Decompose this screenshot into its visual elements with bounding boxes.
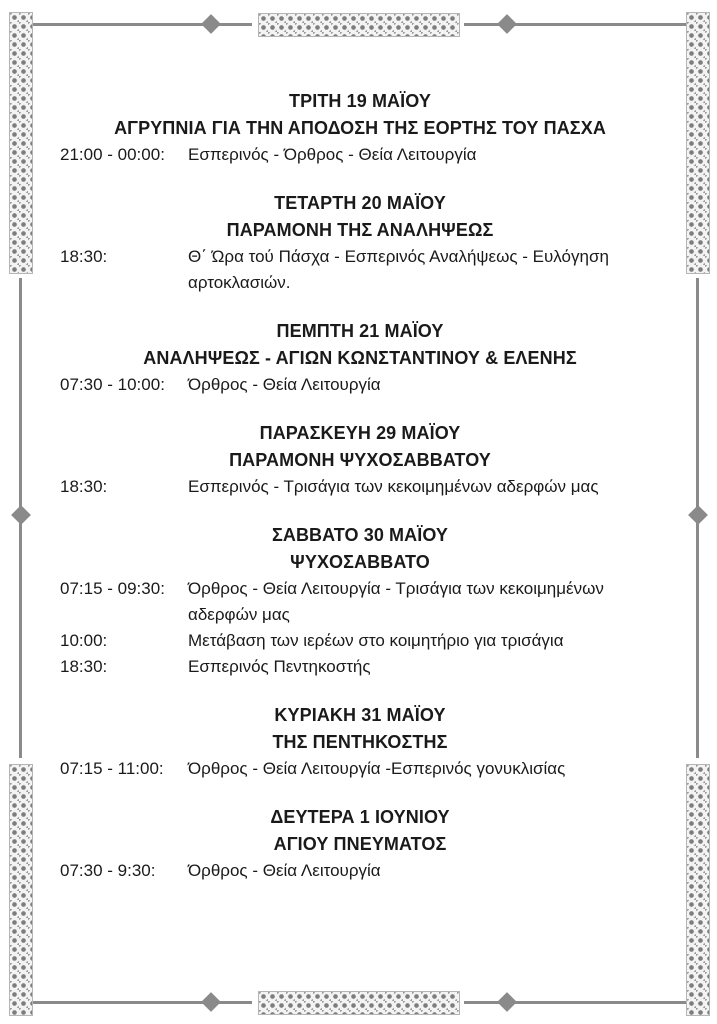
left-ornament-top bbox=[9, 12, 33, 274]
section-title-heading: ΠΑΡΑΜΟΝΗ ΨΥΧΟΣΑΒΒΑΤΟΥ bbox=[229, 450, 491, 470]
right-diamond bbox=[688, 505, 708, 525]
bottom-left-diamond bbox=[201, 992, 221, 1012]
entry-time: 10:00: bbox=[60, 631, 108, 650]
section-title-heading: ΑΓΙΟΥ ΠΝΕΥΜΑΤΟΣ bbox=[273, 834, 447, 854]
schedule-entry bbox=[60, 576, 660, 628]
entry-description: Εσπερινός Πεντηκοστής bbox=[188, 657, 371, 676]
schedule-section bbox=[60, 522, 660, 680]
schedule-entry bbox=[60, 756, 660, 782]
bottom-right-diamond bbox=[497, 992, 517, 1012]
entry-time: 07:30 - 9:30: bbox=[60, 861, 156, 880]
schedule-entry bbox=[60, 244, 660, 296]
schedule-section bbox=[60, 318, 660, 398]
entry-time: 18:30: bbox=[60, 657, 108, 676]
entry-description: Όρθρος - Θεία Λειτουργία -Εσπερινός γονυκλισίας bbox=[188, 759, 566, 778]
schedule-entry bbox=[60, 654, 660, 680]
schedule-section bbox=[60, 88, 660, 168]
schedule bbox=[60, 88, 660, 906]
section-day-heading: ΣΑΒΒΑΤΟ 30 ΜΑΪΟΥ bbox=[271, 525, 449, 545]
entry-description: Θ΄ Ώρα τού Πάσχα - Εσπερινός Αναλήψεως - Ευλόγηση αρτοκλασιών. bbox=[188, 247, 609, 292]
left-diamond bbox=[11, 505, 31, 525]
section-title-heading: ΑΝΑΛΗΨΕΩΣ - ΑΓΙΩΝ ΚΩΝΣΤΑΝΤΙΝΟΥ & ΕΛΕΝΗΣ bbox=[143, 348, 577, 368]
entry-description: Εσπερινός - Τρισάγια των κεκοιμημένων αδερφών μας bbox=[188, 477, 599, 496]
section-title-heading: ΤΗΣ ΠΕΝΤΗΚΟΣΤΗΣ bbox=[272, 732, 448, 752]
top-ornament-band bbox=[258, 13, 460, 37]
entry-time: 07:15 - 09:30: bbox=[60, 579, 165, 598]
schedule-entry bbox=[60, 628, 660, 654]
section-day-heading: ΤΡΙΤΗ 19 ΜΑΪΟΥ bbox=[289, 91, 431, 111]
bottom-ornament-band bbox=[258, 991, 460, 1015]
entry-description: Μετάβαση των ιερέων στο κοιμητήριο για τρισάγια bbox=[188, 631, 564, 650]
section-day-heading: ΔΕΥΤΕΡΑ 1 ΙΟΥΝΙΟΥ bbox=[270, 807, 450, 827]
schedule-section bbox=[60, 702, 660, 782]
schedule-entry bbox=[60, 474, 660, 500]
entry-description: Εσπερινός - Όρθρος - Θεία Λειτουργία bbox=[188, 145, 477, 164]
section-title-heading: ΨΥΧΟΣΑΒΒΑΤΟ bbox=[290, 552, 430, 572]
entry-time: 07:15 - 11:00: bbox=[60, 759, 164, 778]
section-day-heading: ΤΕΤΑΡΤΗ 20 ΜΑΪΟΥ bbox=[274, 193, 446, 213]
schedule-entry bbox=[60, 858, 660, 884]
schedule-section bbox=[60, 190, 660, 296]
section-day-heading: ΚΥΡΙΑΚΗ 31 ΜΑΪΟΥ bbox=[274, 705, 446, 725]
top-right-diamond bbox=[497, 14, 517, 34]
section-title-heading: ΑΓΡΥΠΝΙΑ ΓΙΑ ΤΗΝ ΑΠΟΔΟΣΗ ΤΗΣ ΕΟΡΤΗΣ ΤΟΥ ΠΑΣΧΑ bbox=[114, 118, 606, 138]
entry-time: 21:00 - 00:00: bbox=[60, 145, 165, 164]
entry-time: 07:30 - 10:00: bbox=[60, 375, 165, 394]
entry-time: 18:30: bbox=[60, 477, 108, 496]
right-ornament-bottom bbox=[686, 764, 710, 1016]
entry-description: Όρθρος - Θεία Λειτουργία - Τρισάγια των κεκοιμημένων αδερφών μας bbox=[188, 579, 604, 624]
section-title-heading: ΠΑΡΑΜΟΝΗ ΤΗΣ ΑΝΑΛΗΨΕΩΣ bbox=[226, 220, 494, 240]
entry-time: 18:30: bbox=[60, 247, 108, 266]
entry-description: Όρθρος - Θεία Λειτουργία bbox=[188, 861, 381, 880]
schedule-section bbox=[60, 804, 660, 884]
schedule-section bbox=[60, 420, 660, 500]
schedule-entry bbox=[60, 142, 660, 168]
entry-description: Όρθρος - Θεία Λειτουργία bbox=[188, 375, 381, 394]
left-ornament-bottom bbox=[9, 764, 33, 1016]
top-left-diamond bbox=[201, 14, 221, 34]
schedule-entry bbox=[60, 372, 660, 398]
right-ornament-top bbox=[686, 12, 710, 274]
section-day-heading: ΠΑΡΑΣΚΕΥΗ 29 ΜΑΪΟΥ bbox=[259, 423, 461, 443]
section-day-heading: ΠΕΜΠΤΗ 21 ΜΑΪΟΥ bbox=[276, 321, 444, 341]
